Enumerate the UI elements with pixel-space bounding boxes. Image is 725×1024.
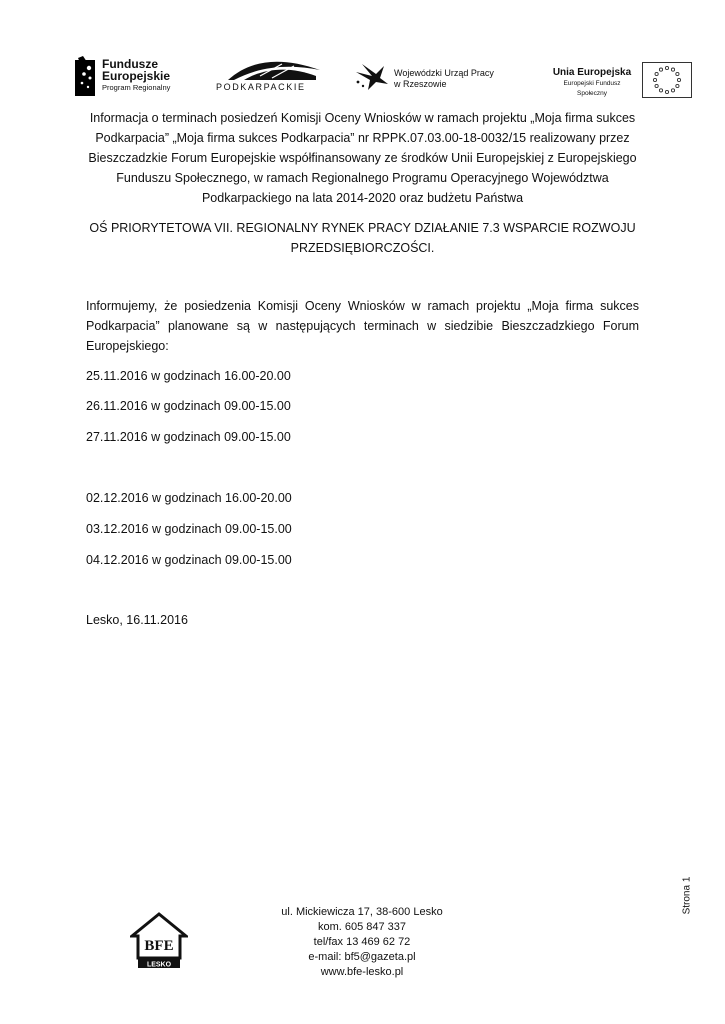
meeting-date: 04.12.2016 w godzinach 09.00-15.00 bbox=[86, 553, 292, 567]
fundusze-europejskie-logo bbox=[72, 52, 192, 104]
unia-europejska-logo bbox=[542, 52, 692, 104]
fundusze-europejskie-mark-icon bbox=[75, 56, 97, 96]
document-header bbox=[80, 108, 645, 208]
footer-address: ul. Mickiewicza 17, 38-600 Lesko bbox=[281, 906, 443, 918]
meeting-date: 25.11.2016 w godzinach 16.00-20.00 bbox=[86, 369, 291, 383]
place-and-date: Lesko, 16.11.2016 bbox=[86, 613, 188, 627]
wup-logo-line2: w Rzeszowie bbox=[394, 79, 447, 89]
meeting-date: 02.12.2016 w godzinach 16.00-20.00 bbox=[86, 491, 292, 505]
footer-phone: tel/fax 13 469 62 72 bbox=[313, 936, 411, 948]
priority-line: OŚ PRIORYTETOWA VII. REGIONALNY RYNEK PRACY DZIAŁANIE 7.3 WSPARCIE ROZWOJU bbox=[89, 221, 636, 235]
eu-flag-icon bbox=[642, 62, 692, 98]
fe-logo-line2: Europejskie bbox=[102, 69, 171, 83]
fe-logo-line3: Program Regionalny bbox=[102, 83, 171, 92]
page-number bbox=[672, 870, 702, 930]
fe-logo-line1: Fundusze bbox=[102, 57, 158, 71]
contact-footer bbox=[262, 905, 462, 980]
header-line: Funduszu Społecznego, w ramach Regionalnego Programu Operacyjnego Województwa bbox=[116, 171, 609, 185]
priority-line: PRZEDSIĘBIORCZOŚCI. bbox=[290, 241, 435, 255]
bfe-lesko-logo bbox=[130, 912, 188, 970]
footer-email: e-mail: bf5@gazeta.pl bbox=[308, 951, 416, 963]
footer-website: www.bfe-lesko.pl bbox=[320, 966, 404, 978]
meeting-date: 03.12.2016 w godzinach 09.00-15.00 bbox=[86, 522, 292, 536]
header-line: Informacja o terminach posiedzeń Komisji Oceny Wniosków w ramach projektu „Moja firma sukces bbox=[89, 111, 636, 125]
meeting-date: 27.11.2016 w godzinach 09.00-15.00 bbox=[86, 430, 291, 444]
ue-logo-line1: Unia Europejska bbox=[552, 67, 632, 78]
podkarpackie-label: PODKARPACKIE bbox=[216, 82, 306, 92]
page-number-label: Strona 1 bbox=[681, 876, 693, 915]
podkarpackie-mountain-icon bbox=[220, 56, 330, 82]
footer-mobile: kom. 605 847 337 bbox=[317, 921, 407, 933]
header-line: Podkarpacia” „Moja firma sukces Podkarpacia” nr RPPK.07.03.00-18-0032/15 realizowany przez bbox=[95, 131, 630, 145]
wup-logo-line1: Wojewódzki Urząd Pracy bbox=[394, 68, 494, 78]
bfe-letters: BFE bbox=[144, 938, 174, 954]
wup-bird-icon bbox=[354, 62, 390, 92]
header-line: Podkarpackiego na lata 2014-2020 oraz budżetu Państwa bbox=[201, 191, 524, 205]
intro-paragraph: Informujemy, że posiedzenia Komisji Oceny Wniosków w ramach projektu „Moja firma sukces Podkarpacia” planowane są w następujących terminach w siedzibie Bieszczadzkiego Forum Europejskiego: bbox=[86, 299, 639, 353]
logos-bar bbox=[72, 52, 692, 104]
ue-logo-line2: Europejski Fundusz Społeczny bbox=[563, 80, 621, 97]
meeting-date: 26.11.2016 w godzinach 09.00-15.00 bbox=[86, 399, 291, 413]
podkarpackie-logo bbox=[210, 52, 335, 104]
bfe-city: LESKO bbox=[146, 961, 172, 969]
priority-axis-heading bbox=[80, 218, 645, 258]
wup-logo bbox=[354, 52, 514, 104]
header-line: Bieszczadzkie Forum Europejskie współfinansowany ze środków Unii Europejskiej z Europejskiego bbox=[88, 151, 637, 165]
